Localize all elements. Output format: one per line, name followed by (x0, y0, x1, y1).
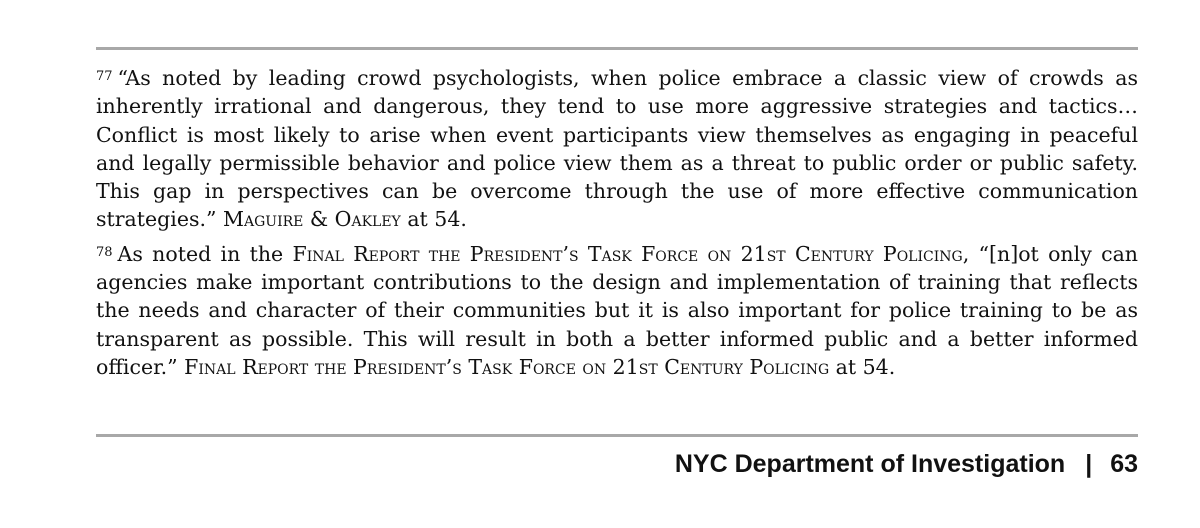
citation-source: Maguire & Oakley (223, 207, 401, 232)
footnote-77 (96, 64, 1138, 234)
top-rule (96, 47, 1138, 50)
footnote-number: 78 (96, 244, 113, 260)
page-footer (675, 446, 1138, 482)
footnote-lead: As noted in the (117, 241, 293, 266)
citation-page: at 54. (829, 354, 896, 379)
footer-separator: | (1085, 450, 1093, 478)
footer-organization: NYC Department of Investigation (674, 450, 1066, 478)
citation-page: at 54. (400, 207, 467, 232)
report-title: Final Report the President’s Task Force on 21st Century Policing (292, 241, 963, 266)
footnote-quote: , “[n]ot only can agencies make important contributions to the design and implementation of training that reflects the needs and character of their communities but it is also important for police training to be as transparent as possible. This will result in both a better informed public and a better informed officer.” (96, 241, 1138, 379)
footnotes-section (96, 64, 1138, 381)
footnote-text: “As noted by leading crowd psychologists, when police embrace a classic view of crowds as inherently irrational and dangerous, they tend to use more aggressive strategies and tactics…Conflict is most likely to arise when event participants view themselves as engaging in peaceful and legally permissible behavior and police view them as a threat to public order or public safety. This gap in perspectives can be overcome through the use of more effective communication strategies.” (96, 66, 1138, 232)
page-number: 63 (1110, 450, 1138, 478)
bottom-rule (96, 434, 1138, 437)
report-title: Final Report the President’s Task Force on 21st Century Policing (184, 354, 830, 379)
footnote-78 (96, 240, 1138, 381)
footnote-number: 77 (96, 69, 113, 84)
